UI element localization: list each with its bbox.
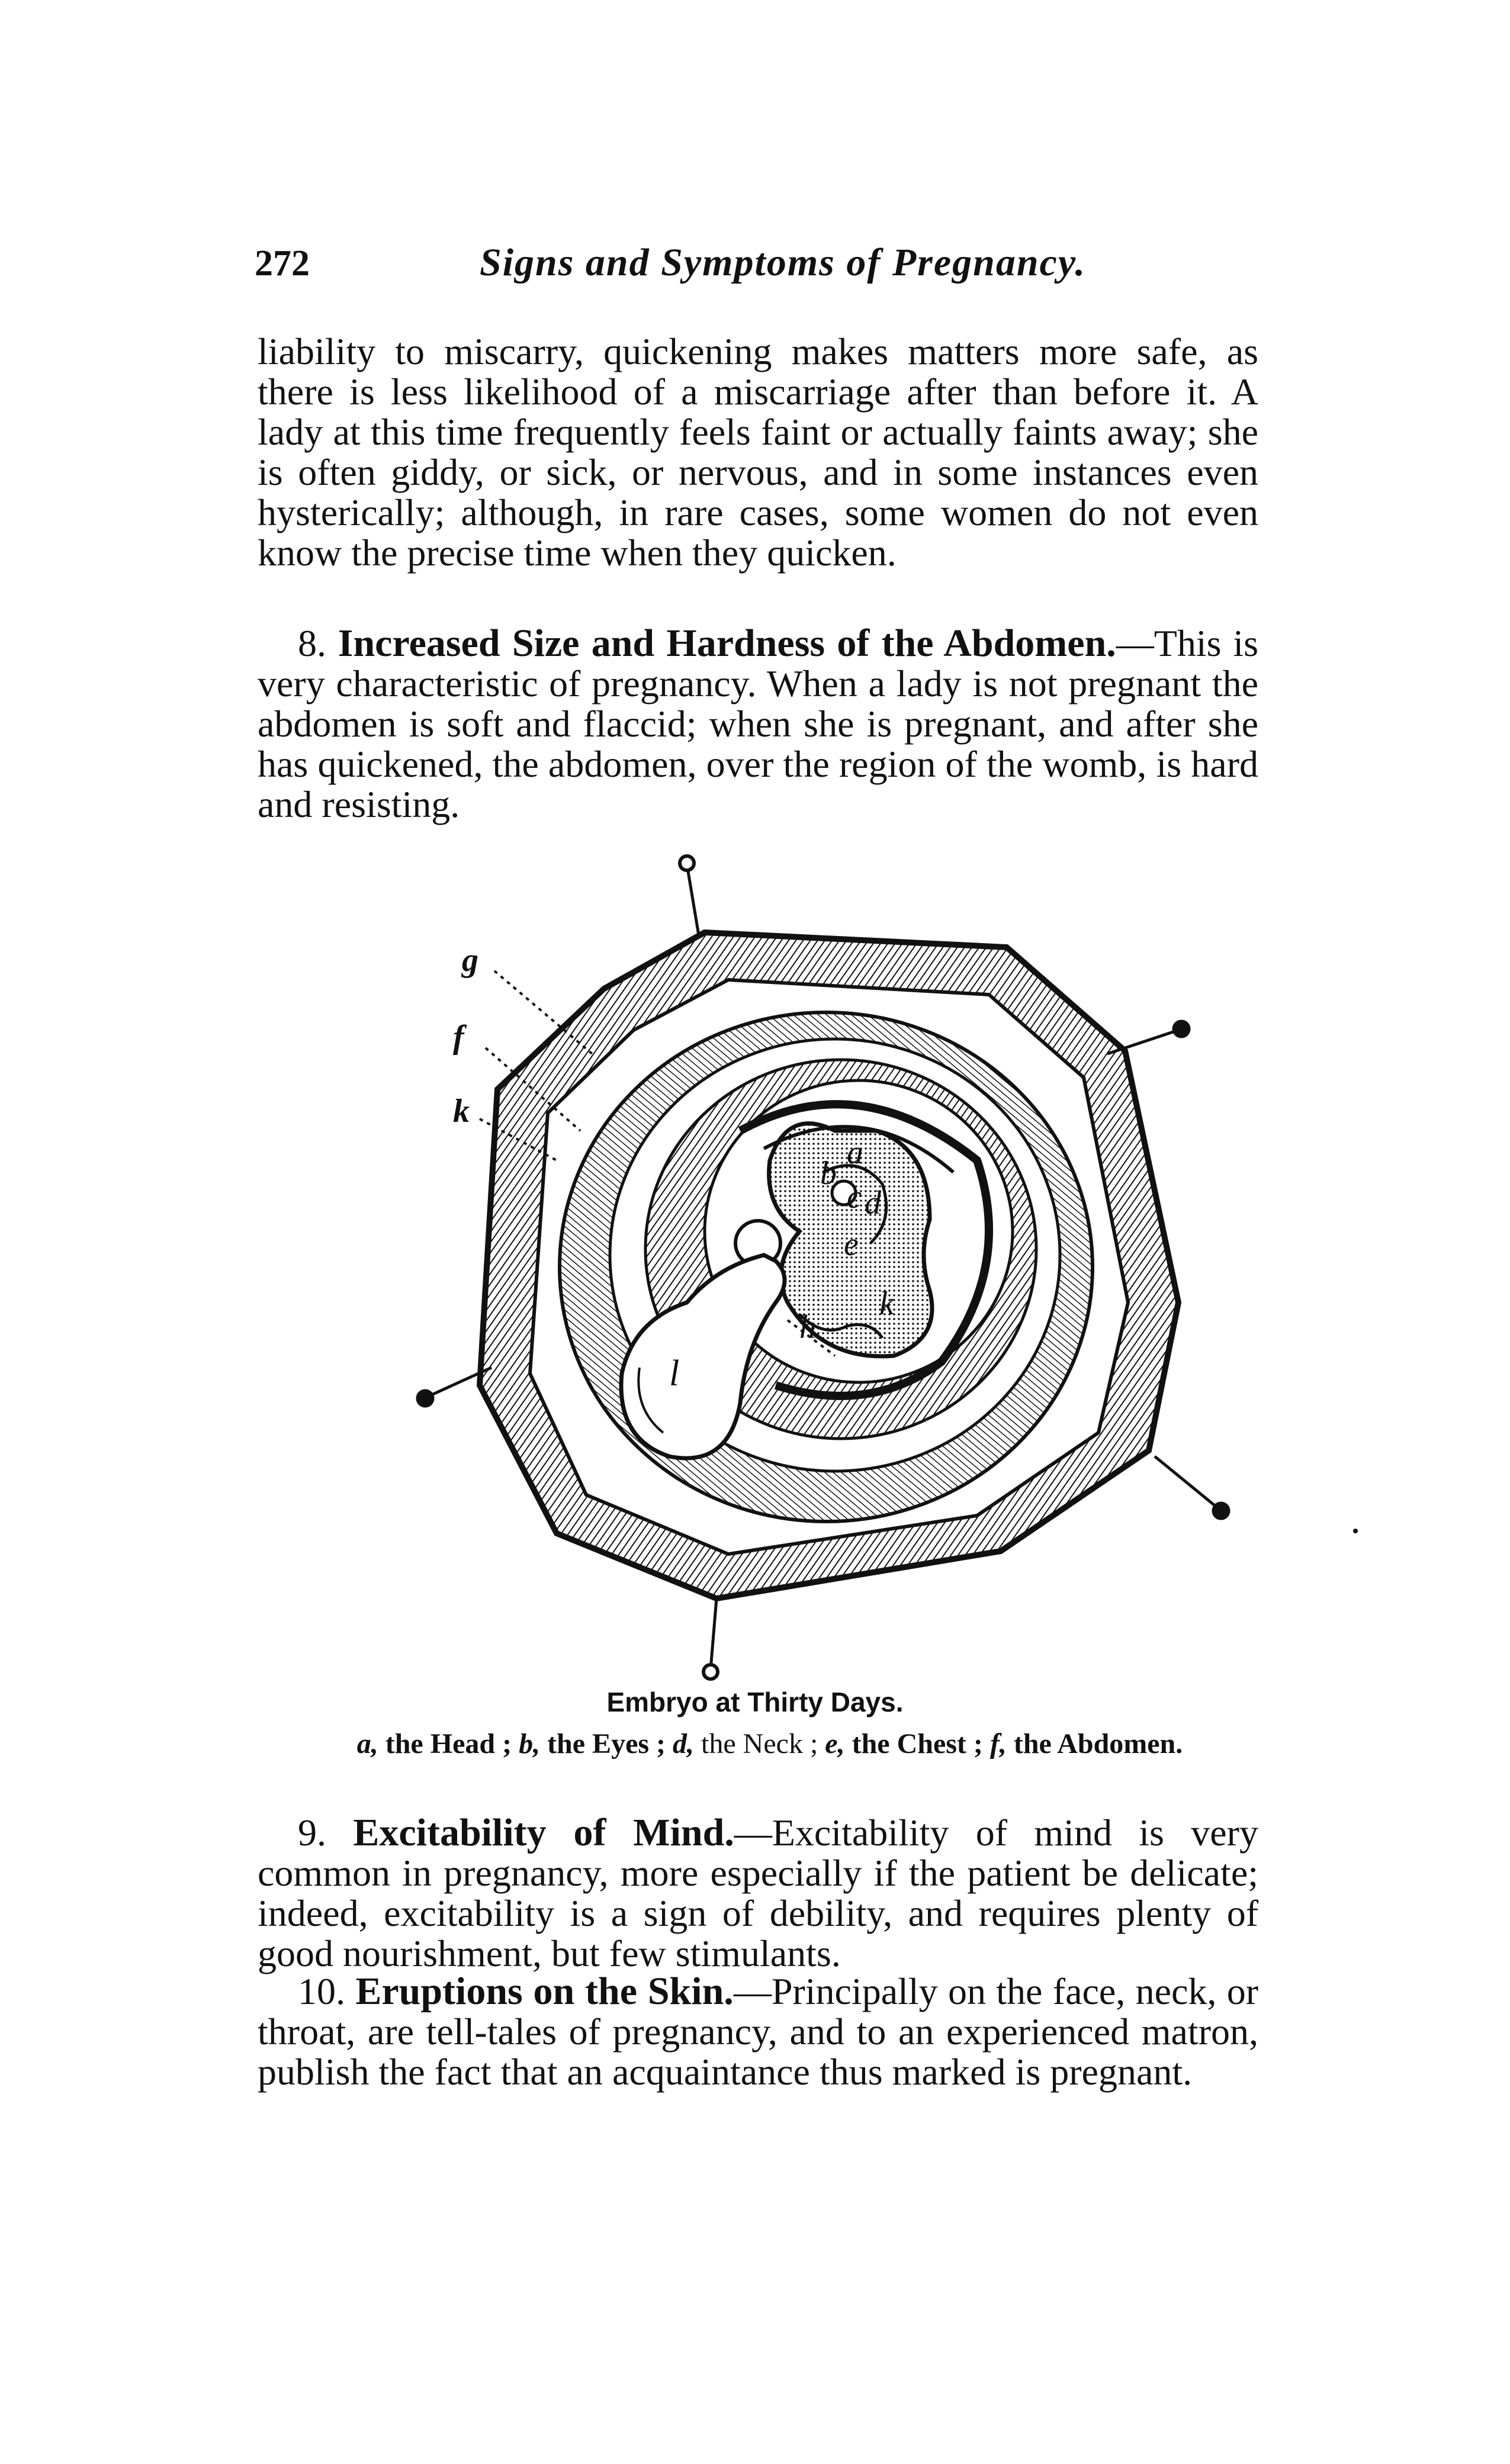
- figure-letter-f: f: [453, 1019, 464, 1056]
- page-number: 272: [255, 243, 310, 284]
- legend-entry: f, the Abdomen.: [989, 1728, 1183, 1759]
- figure-letter-k-outer: k: [453, 1093, 470, 1130]
- figure-letter-l: l: [669, 1353, 680, 1394]
- paragraph-eruptions: [258, 1971, 1258, 2092]
- figure-letter-d: d: [865, 1185, 881, 1221]
- legend-entry: e, the Chest ;: [825, 1728, 983, 1759]
- paragraph-excitability: [258, 1813, 1258, 1974]
- legend-entry: b, the Eyes ;: [519, 1728, 666, 1759]
- figure-letter-a: a: [847, 1134, 863, 1171]
- running-head: [255, 243, 1261, 296]
- paragraph-text: —Excitability of mind is very common in pregnancy, more especially if the patient be delicate; indeed, excitability is a sign of debility, and requires plenty of good nourishment, but few stimulants.: [258, 1812, 1258, 1974]
- figure-title: Embryo at Thirty Days.: [606, 1687, 904, 1717]
- paragraph-quickening-continued: [258, 332, 1258, 573]
- paragraph-text: liability to miscarry, quickening makes matters more safe, as there is less likelihood of a miscarriage after than before it. A lady at this time frequently feels faint or actually faints away; she is often giddy, or sick, or nervous, and in some instances even hysterically; although, in rare cases, some women do not even know the precise time when they quicken.: [258, 330, 1258, 574]
- paragraph-text: —Principally on the face, neck, or throat, are tell-tales of pregnancy, and to an experienced matron, publish the fact that an acquaintance thus marked is pregnant.: [258, 1970, 1259, 2093]
- figure-letter-e: e: [844, 1226, 859, 1263]
- print-speck: [1353, 1529, 1358, 1533]
- section-heading: Eruptions on the Skin.: [355, 1970, 734, 2013]
- embryo-engraving: [409, 853, 1244, 1681]
- legend-entry: a, the Head ;: [356, 1728, 512, 1759]
- paragraph-abdomen: [258, 623, 1258, 825]
- section-number: 9.: [298, 1812, 326, 1854]
- section-heading: Excitability of Mind.: [353, 1811, 734, 1854]
- figure-letter-h: h: [799, 1309, 816, 1346]
- paragraph-text: —This is very characteristic of pregnancy. When a lady is not pregnant the abdomen is soft and flaccid; when she is pregnant, and after she has quickened, the abdomen, over the region of the womb, is hard and resisting.: [258, 622, 1259, 825]
- section-heading: Increased Size and Hardness of the Abdomen.: [338, 622, 1116, 665]
- figure-letter-b: b: [820, 1155, 837, 1192]
- section-number: 10.: [298, 1970, 345, 2012]
- figure-letter-c: c: [847, 1179, 862, 1215]
- running-head-title: Signs and Symptoms of Pregnancy.: [480, 241, 1087, 284]
- legend-entry: d, the Neck ;: [673, 1728, 818, 1759]
- figure-letter-k-inner: k: [879, 1285, 894, 1322]
- embryo-illustration: [409, 853, 1244, 1681]
- figure-letter-g: g: [462, 942, 478, 979]
- section-number: 8.: [298, 622, 326, 664]
- figure-legend: [261, 1728, 1279, 1760]
